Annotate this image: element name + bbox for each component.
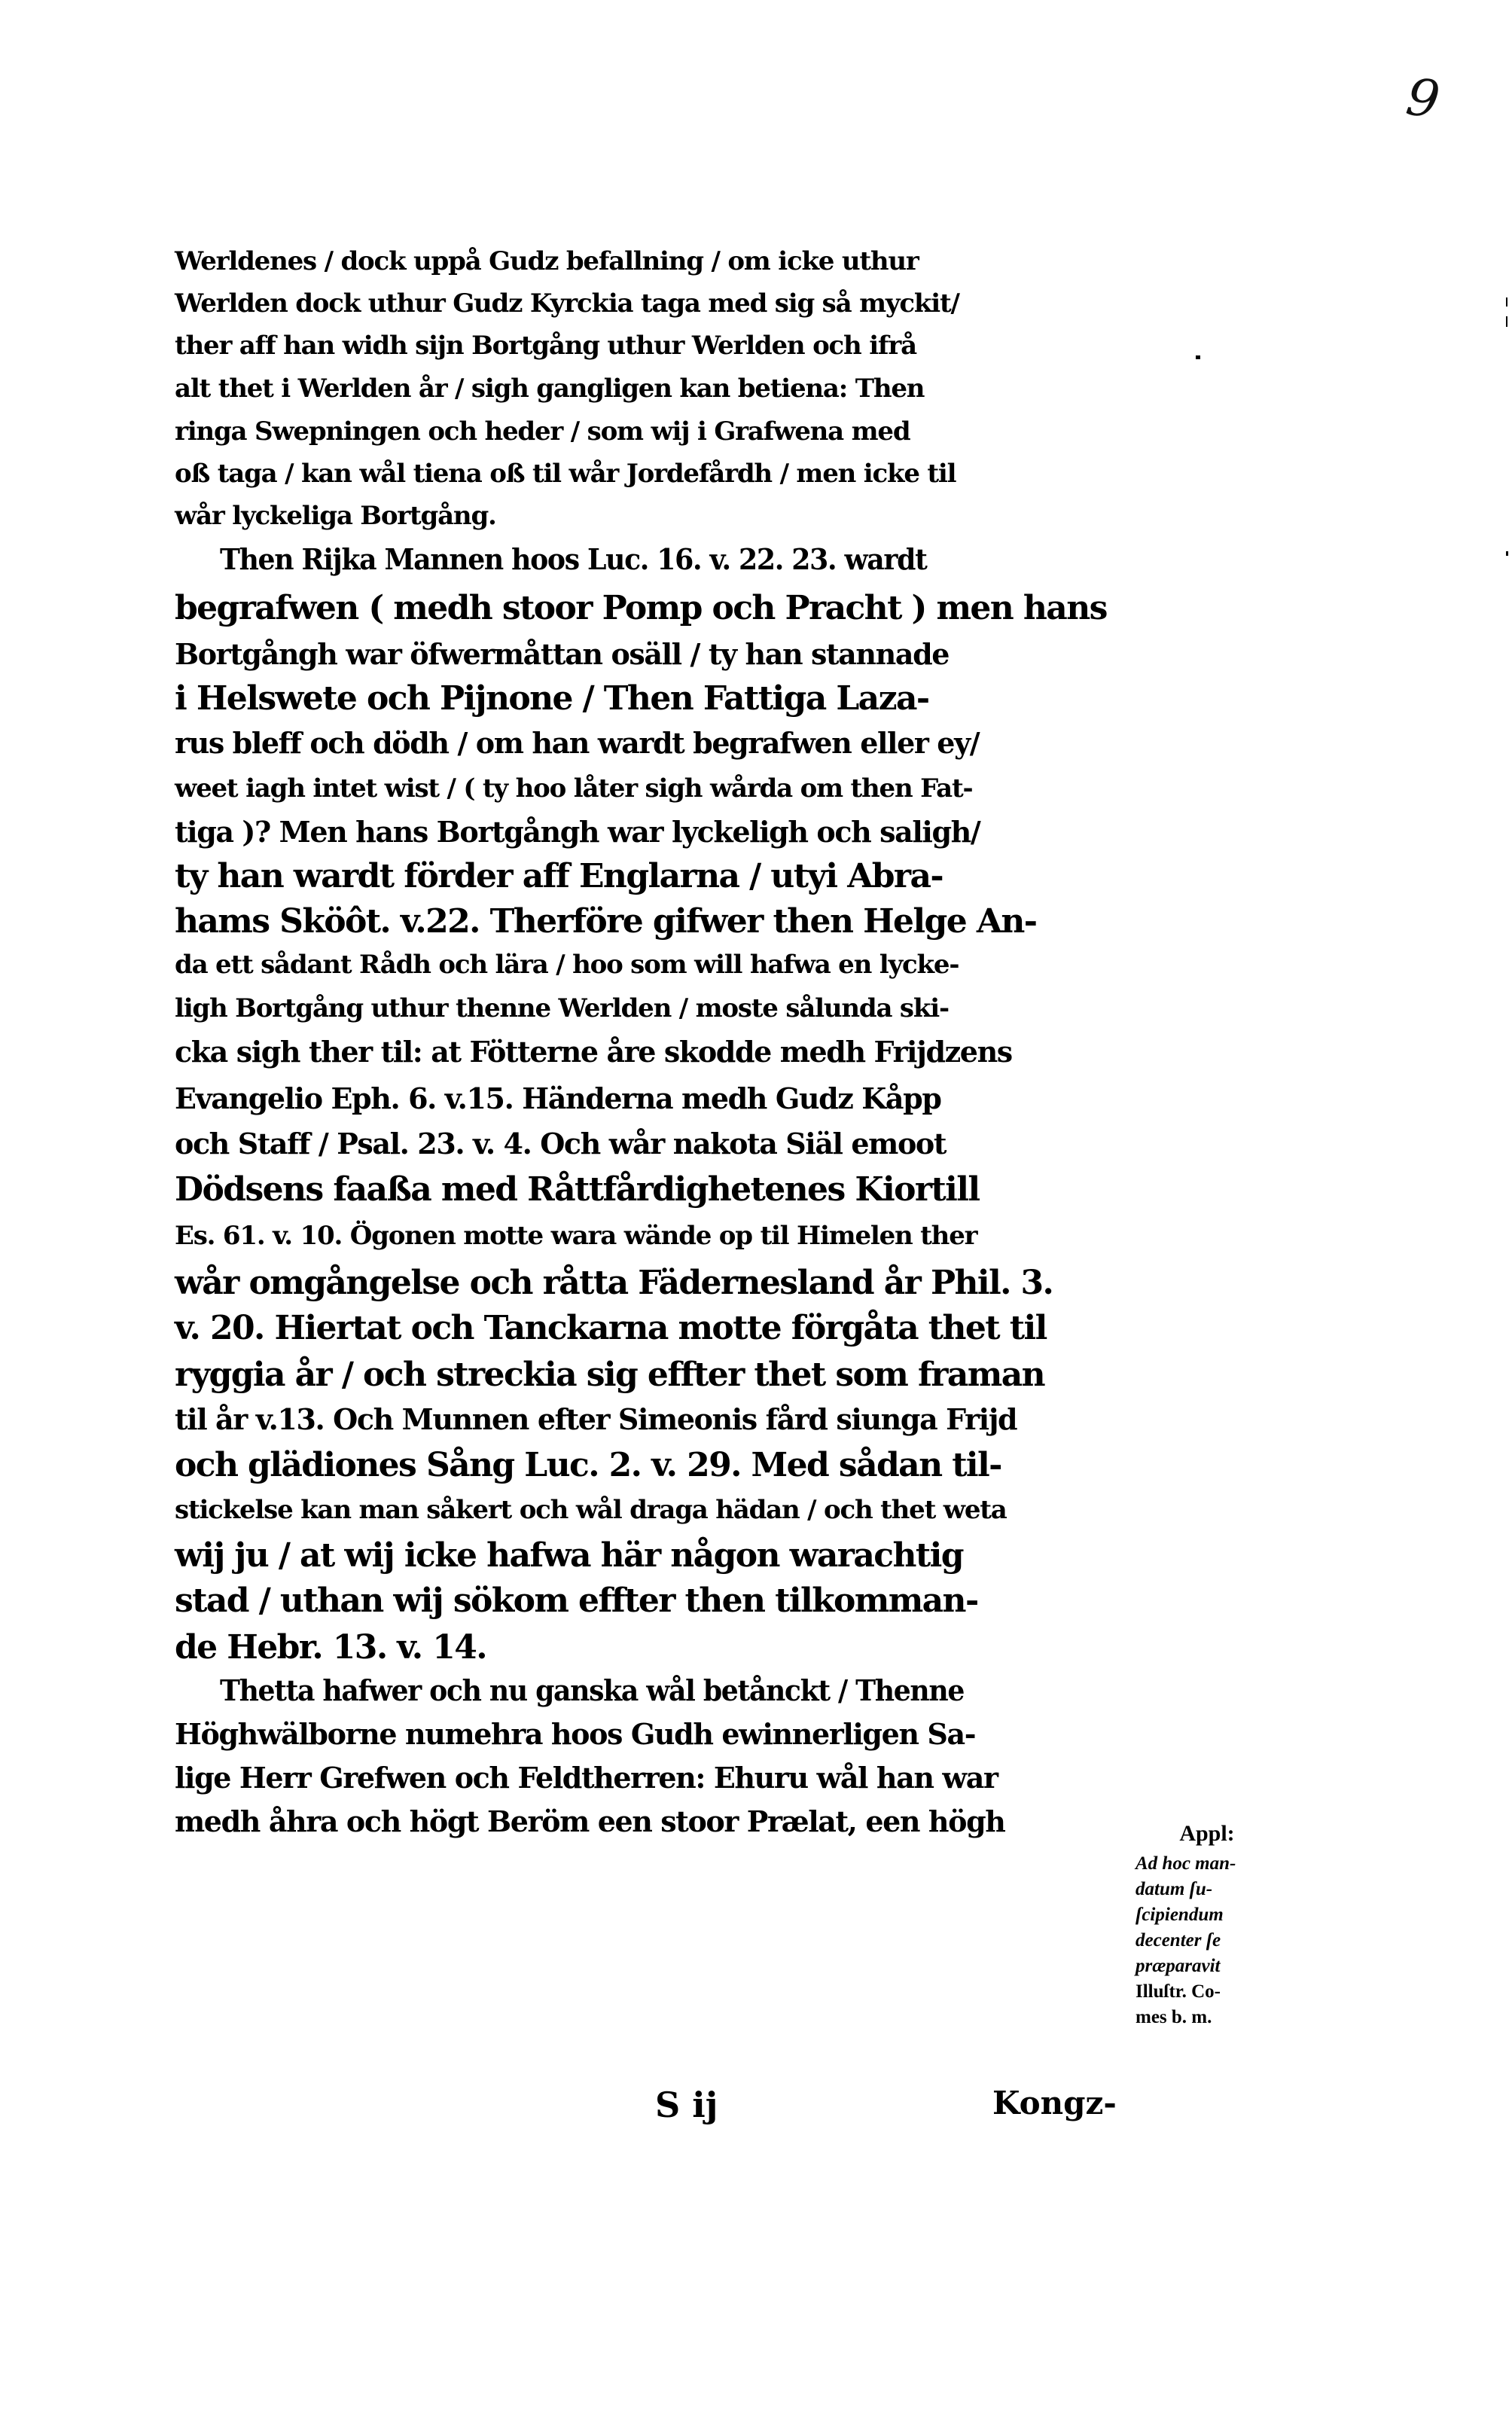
- text-line: v. 20. Hiertat och Tanckarna motte förgåta thet til: [175, 1309, 1047, 1347]
- text-line: ther aff han widh sijn Bortgång uthur Werlden och ifrå: [175, 331, 916, 361]
- text-line: stickelse kan man såkert och wål draga hädan / och thet weta: [175, 1495, 1007, 1525]
- text-line: weet iagh intet wist / ( ty hoo låter sigh wårda om then Fat-: [175, 773, 973, 804]
- margin-note: [1136, 1821, 1279, 2030]
- margin-note-line: mes b. m.: [1136, 2007, 1212, 2027]
- text-line: wår lyckeliga Bortgång.: [175, 501, 496, 531]
- margin-note-line: Ad hoc man-: [1136, 1853, 1236, 1874]
- text-line: de Hebr. 13. v. 14.: [175, 1628, 486, 1667]
- text-line: hams Sköôt. v.22. Therföre gifwer then Helge An-: [175, 902, 1037, 941]
- text-line: ryggia år / och streckia sig effter thet som framan: [175, 1356, 1045, 1394]
- text-line: Werldenes / dock uppå Gudz befallning / om icke uthur: [175, 246, 919, 276]
- text-line: Werlden dock uthur Gudz Kyrckia taga med sig så myckit/: [175, 288, 959, 319]
- text-line: Then Rijka Mannen hoos Luc. 16. v. 22. 23. wardt: [220, 542, 927, 576]
- margin-note-line: datum ſu-: [1136, 1879, 1213, 1899]
- page-number: 9: [1402, 67, 1443, 131]
- text-line: ty han wardt förder aff Englarna / utyi Abra-: [175, 857, 943, 895]
- text-line: tiga )? Men hans Bortgångh war lyckeligh och saligh/: [175, 815, 980, 849]
- text-line: och glädiones Sång Luc. 2. v. 29. Med sådan til-: [175, 1446, 1001, 1484]
- text-line: til år v.13. Och Munnen efter Simeonis fård siunga Frijd: [175, 1402, 1017, 1436]
- catchword: Kongz-: [992, 2085, 1117, 2121]
- margin-note-heading: Appl:: [1179, 1821, 1235, 1846]
- text-line: och Staff / Psal. 23. v. 4. Och wår nakota Siäl emoot: [175, 1127, 947, 1161]
- text-line: begrafwen ( medh stoor Pomp och Pracht ) men hans: [175, 589, 1107, 627]
- text-line: lige Herr Grefwen och Feldtherren: Ehuru wål han war: [175, 1761, 998, 1795]
- text-line: wår omgångelse och råtta Fädernesland år Phil. 3.: [175, 1264, 1053, 1302]
- scan-speck: [1506, 316, 1507, 327]
- scan-speck: [1196, 355, 1200, 359]
- margin-note-line: Illuſtr. Co-: [1136, 1981, 1221, 2002]
- text-line: oß taga / kan wål tiena oß til wår Jordefårdh / men icke til: [175, 459, 956, 489]
- text-line: Es. 61. v. 10. Ögonen motte wara wände op til Himelen ther: [175, 1221, 977, 1251]
- text-line: Evangelio Eph. 6. v.15. Händerna medh Gudz Kåpp: [175, 1081, 941, 1115]
- text-line: rus bleff och dödh / om han wardt begrafwen eller ey/: [175, 726, 980, 760]
- scan-speck: [1506, 551, 1508, 556]
- text-line: da ett sådant Rådh och lära / hoo som will hafwa en lycke-: [175, 950, 959, 980]
- text-line: Bortgångh war öfwermåttan osäll / ty han stannade: [175, 637, 950, 671]
- text-line: ringa Swepningen och heder / som wij i Grafwena med: [175, 416, 910, 447]
- margin-note-line: decenter ſe: [1136, 1930, 1221, 1951]
- text-line: i Helswete och Pijnone / Then Fattiga Laza-: [175, 679, 929, 718]
- signature-mark: S ij: [655, 2085, 718, 2125]
- margin-note-line: præparavit: [1136, 1956, 1221, 1976]
- scan-speck: [1506, 297, 1507, 307]
- text-line: stad / uthan wij sökom effter then tilkomman-: [175, 1581, 978, 1620]
- text-line: ligh Bortgång uthur thenne Werlden / moste sålunda ski-: [175, 993, 949, 1023]
- text-line: cka sigh ther til: at Fötterne åre skodde medh Frijdzens: [175, 1035, 1012, 1069]
- text-line: wij ju / at wij icke hafwa här någon warachtig: [175, 1536, 963, 1575]
- margin-note-line: ſcipiendum: [1136, 1905, 1224, 1925]
- text-line: medh åhra och högt Beröm een stoor Prælat, een högh: [175, 1804, 1005, 1838]
- text-line: Dödsens faaßa med Råttfårdighetenes Kiortill: [175, 1170, 980, 1209]
- text-line: Höghwälborne numehra hoos Gudh ewinnerligen Sa-: [175, 1717, 976, 1751]
- text-line: Thetta hafwer och nu ganska wål betånckt / Thenne: [220, 1673, 965, 1707]
- text-line: alt thet i Werlden år / sigh gangligen kan betiena: Then: [175, 374, 925, 404]
